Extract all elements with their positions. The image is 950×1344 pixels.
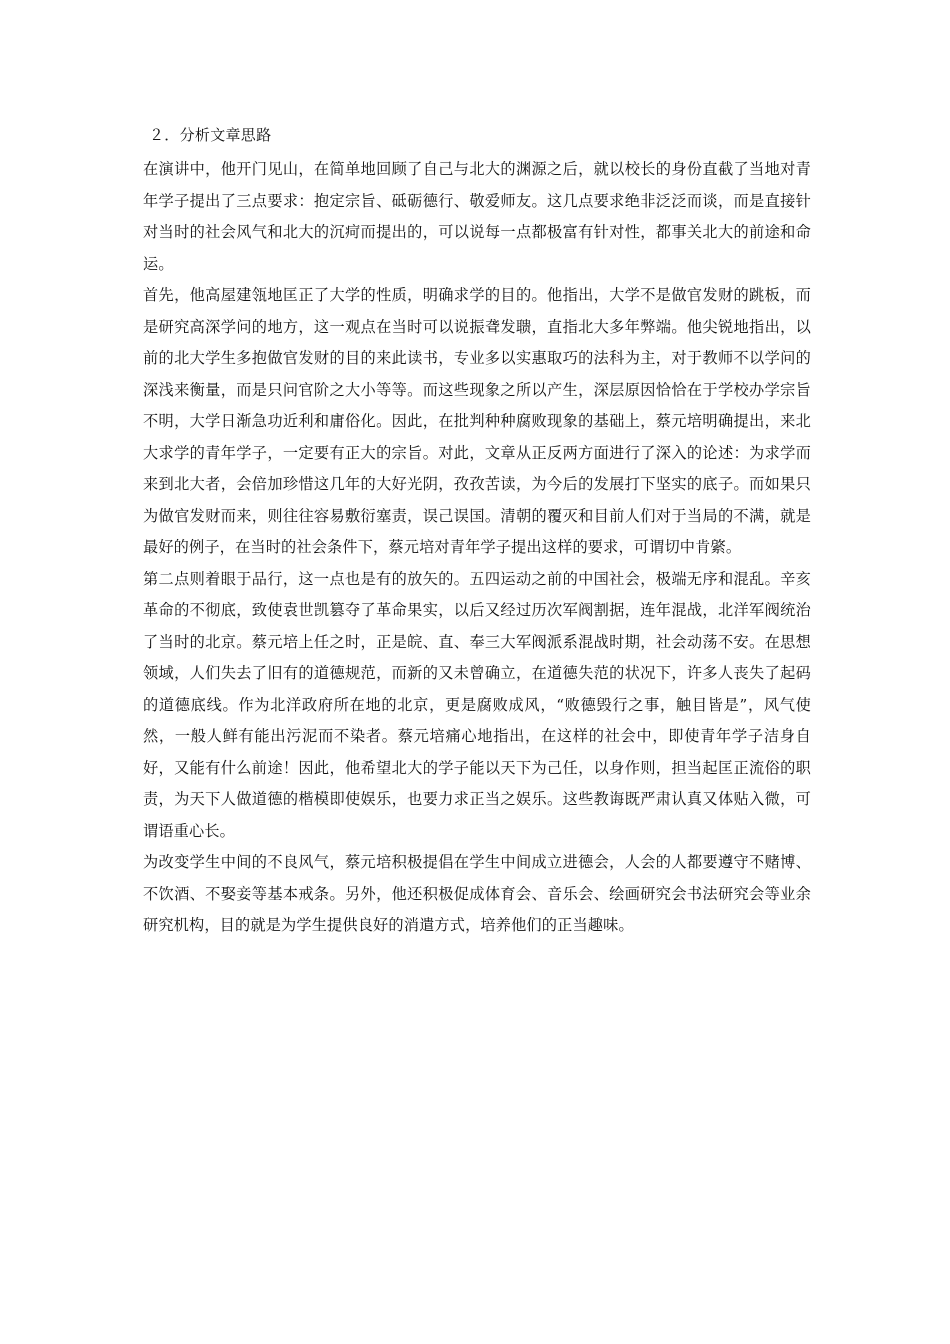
- paragraph-1: 在演讲中，他开门见山，在简单地回顾了自己与北大的渊源之后，就以校长的身份直截了当地对青年学子提出了三点要求：抱定宗旨、砥砺德行、敬爱师友。这几点要求绝非泛泛而谈，而是直接针对当时的社会风气和北大的沉疴而提出的，可以说每一点都极富有针对性，都事关北大的前途和命运。: [143, 160, 811, 273]
- paragraph-2: 首先，他高屋建瓴地匡正了大学的性质，明确求学的目的。他指出，大学不是做官发财的跳板，而是研究高深学问的地方，这一观点在当时可以说振聋发聩，直指北大多年弊端。他尖锐地指出，以前的北大学生多抱做官发财的目的来此读书，专业多以实惠取巧的法科为主，对于教师不以学问的深浅来衡量，而是只问官阶之大小等等。而这些现象之所以产生，深层原因恰恰在于学校办学宗旨不明，大学日渐急功近利和庸俗化。因此，在批判种种腐败现象的基础上，蔡元培明确提出，来北大求学的青年学子，一定要有正大的宗旨。对此，文章从正反两方面进行了深入的论述：为求学而来到北大者，会倍加珍惜这几年的大好光阴，孜孜苦读，为今后的发展打下坚实的底子。而如果只为做官发财而来，则往往容易敷衍塞责，误己误国。清朝的覆灭和目前人们对于当局的不满，就是最好的例子，在当时的社会条件下，蔡元培对青年学子提出这样的要求，可谓切中肯綮。: [143, 286, 811, 556]
- document-body: [143, 124, 811, 942]
- paragraph-3: 第二点则着眼于品行，这一点也是有的放矢的。五四运动之前的中国社会，极端无序和混乱。辛亥革命的不彻底，致使袁世凯篡夺了革命果实，以后又经过历次军阀割据，连年混战，北洋军阀统治了当时的北京。蔡元培上任之时，正是皖、直、奉三大军阀派系混战时期，社会动荡不安。在思想领域，人们失去了旧有的道德规范，而新的又未曾确立，在道德失范的状况下，许多人丧失了起码的道德底线。作为北洋政府所在地的北京，更是腐败成风，“败德毁行之事，触目皆是”，风气使然，一般人鲜有能出污泥而不染者。蔡元培痛心地指出，在这样的社会中，即使青年学子洁身自好，又能有什么前途！因此，他希望北大的学子能以天下为己任，以身作则，担当起匡正流俗的职责，为天下人做道德的楷模即使娱乐，也要力求正当之娱乐。这些教诲既严肃认真又体贴入微，可谓语重心长。: [143, 569, 811, 840]
- section-heading: ２．分析文章思路: [149, 126, 272, 144]
- paragraph-4: 为改变学生中间的不良风气，蔡元培积极提倡在学生中间成立进德会，人会的人都要遵守不赌博、不饮酒、不娶妾等基本戒条。另外，他还积极促成体育会、音乐会、绘画研究会书法研究会等业余研究机构，目的就是为学生提供良好的消遣方式，培养他们的正当趣味。: [143, 853, 811, 934]
